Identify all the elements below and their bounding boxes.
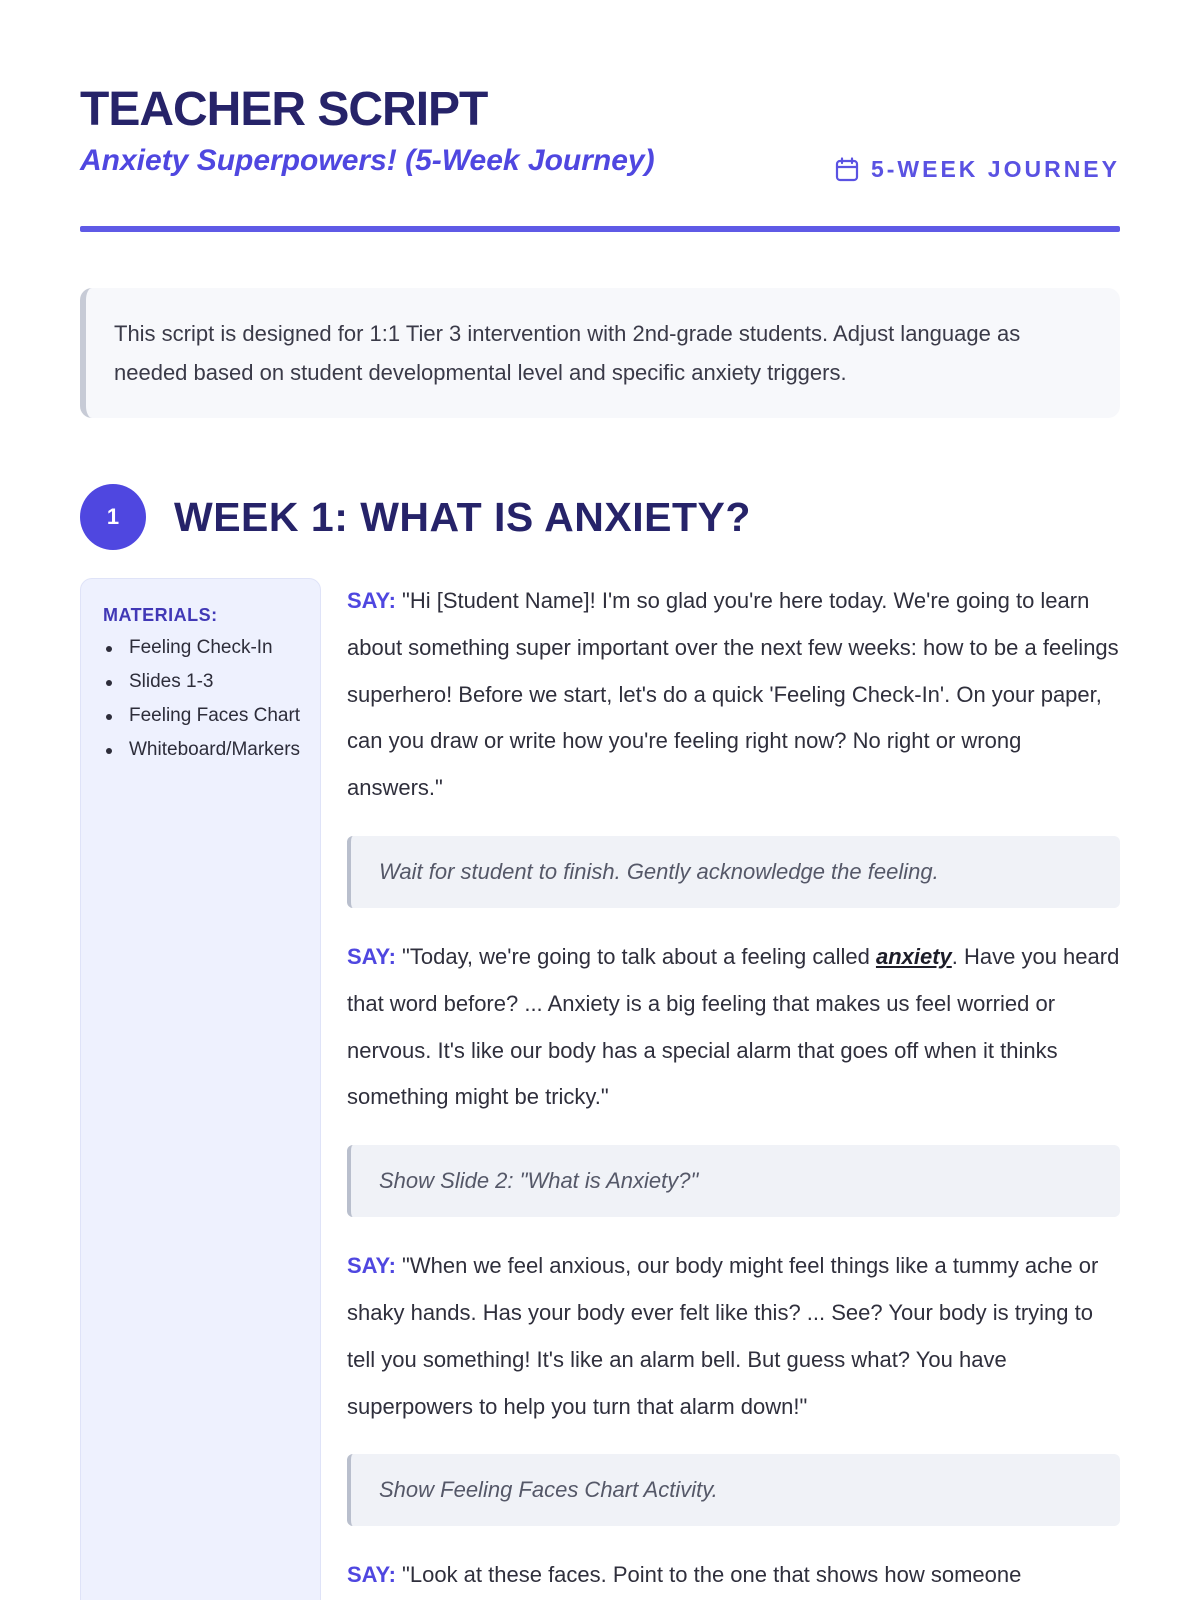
- say-text: "When we feel anxious, our body might feel things like a tummy ache or shaky hands. Has your body ever felt like this? ... See? Your body is trying to tell you something! It's like an alarm bell. But guess what? You have superpowers to help you turn that alarm down!": [347, 1253, 1099, 1419]
- week-title: WEEK 1: WHAT IS ANXIETY?: [174, 493, 751, 540]
- say-paragraph: [347, 1552, 1120, 1599]
- say-label: SAY:: [347, 1253, 396, 1279]
- key-term: anxiety: [875, 943, 952, 969]
- materials-list: [103, 634, 320, 763]
- journey-badge-label: 5-WEEK JOURNEY: [870, 156, 1120, 182]
- week-number-badge: 1: [80, 484, 146, 550]
- say-paragraph: [347, 934, 1120, 1121]
- teacher-cue: [347, 1145, 1120, 1217]
- say-label: SAY:: [347, 1562, 396, 1588]
- say-text: "Look at these faces. Point to the one that shows how someone: [402, 1562, 1022, 1588]
- teacher-cue: [347, 836, 1120, 908]
- header-divider: [80, 226, 1120, 232]
- header: [80, 80, 1120, 234]
- cue-text: Show Feeling Faces Chart Activity.: [379, 1477, 718, 1503]
- materials-panel: [80, 578, 321, 1600]
- journey-badge: [835, 156, 1120, 183]
- cue-text: Wait for student to finish. Gently acknowledge the feeling.: [379, 858, 939, 884]
- materials-heading: MATERIALS:: [103, 605, 218, 625]
- page-title: TEACHER SCRIPT: [80, 83, 488, 136]
- materials-item: Slides 1-3: [103, 668, 320, 695]
- say-paragraph: [347, 1243, 1120, 1430]
- cue-text: Show Slide 2: "What is Anxiety?": [379, 1168, 699, 1194]
- say-text: "Today, we're going to talk about a feeling called: [402, 943, 876, 969]
- say-text: . Have you heard that word before? ... Anxiety is a big feeling that makes us feel worried or nervous. It's like our body has a special alarm that goes off when it thinks something might be tricky.": [347, 943, 1120, 1110]
- page-subtitle: Anxiety Superpowers! (5-Week Journey): [80, 144, 655, 177]
- say-label: SAY:: [347, 943, 396, 969]
- say-text: "Hi [Student Name]! I'm so glad you're here today. We're going to learn about something super important over the next few weeks: how to be a feelings superhero! Before we start, let's do a quick 'Feeling Check-In'. On your paper, can you draw or write how you're feeling right now? No right or wrong answers.": [347, 588, 1119, 801]
- intro-text: This script is designed for 1:1 Tier 3 intervention with 2nd-grade students. Adjust language as needed based on student developmental level and specific anxiety triggers.: [114, 321, 1021, 385]
- script-column: [347, 578, 1120, 1599]
- week-1-heading: [80, 484, 751, 550]
- say-paragraph: [347, 578, 1120, 812]
- say-label: SAY:: [347, 588, 396, 613]
- teacher-cue: [347, 1454, 1120, 1526]
- materials-item: Feeling Faces Chart: [103, 702, 320, 729]
- calendar-icon: [835, 157, 859, 183]
- intro-note: [80, 288, 1120, 418]
- materials-item: Whiteboard/Markers: [103, 736, 320, 763]
- materials-item: Feeling Check-In: [103, 634, 320, 661]
